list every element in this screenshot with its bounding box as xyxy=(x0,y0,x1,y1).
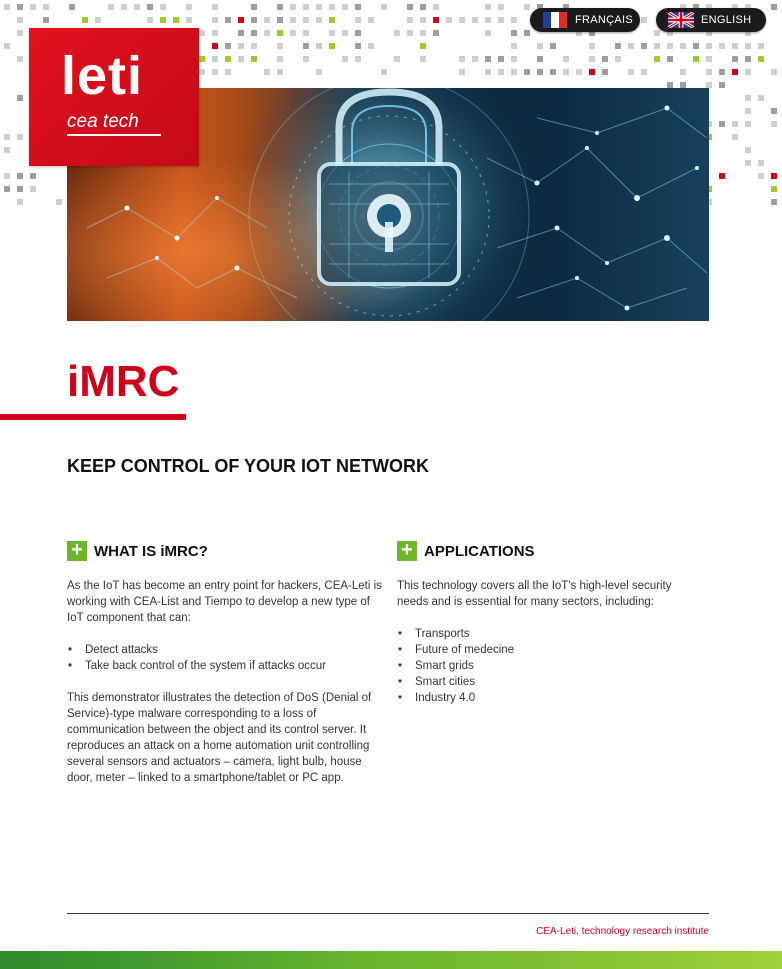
pixel-dot xyxy=(303,4,309,10)
pixel-dot xyxy=(485,30,491,36)
pixel-dot xyxy=(355,17,361,23)
pixel-dot xyxy=(108,4,114,10)
pixel-dot xyxy=(420,56,426,62)
pixel-dot xyxy=(745,69,751,75)
pixel-dot xyxy=(693,43,699,49)
pixel-dot xyxy=(381,4,387,10)
pixel-dot xyxy=(277,17,283,23)
pixel-dot xyxy=(563,56,569,62)
pixel-dot xyxy=(589,43,595,49)
pixel-dot xyxy=(199,30,205,36)
pixel-dot xyxy=(407,4,413,10)
pixel-dot xyxy=(329,17,335,23)
pixel-dot xyxy=(433,17,439,23)
pixel-dot xyxy=(316,69,322,75)
pixel-dot xyxy=(4,173,10,179)
pixel-dot xyxy=(641,17,647,23)
pixel-dot xyxy=(745,43,751,49)
pixel-dot xyxy=(524,4,530,10)
pixel-dot xyxy=(17,17,23,23)
pixel-dot xyxy=(420,43,426,49)
pixel-dot xyxy=(30,4,36,10)
pixel-dot xyxy=(485,56,491,62)
pixel-dot xyxy=(17,95,23,101)
pixel-dot xyxy=(160,4,166,10)
pixel-dot xyxy=(17,199,23,205)
pixel-dot xyxy=(238,43,244,49)
pixel-dot xyxy=(238,56,244,62)
pixel-dot xyxy=(771,108,777,114)
pixel-dot xyxy=(264,69,270,75)
pixel-dot xyxy=(758,95,764,101)
pixel-dot xyxy=(17,4,23,10)
pixel-dot xyxy=(17,186,23,192)
pixel-dot xyxy=(771,199,777,205)
list-item: • Smart cities xyxy=(397,674,717,690)
pixel-dot xyxy=(303,30,309,36)
pixel-dot xyxy=(212,69,218,75)
pixel-dot xyxy=(277,4,283,10)
plus-icon: + xyxy=(67,541,87,561)
pixel-dot xyxy=(355,56,361,62)
pixel-dot xyxy=(17,30,23,36)
pixel-dot xyxy=(485,69,491,75)
what-bullet-list xyxy=(67,642,387,674)
section-heading-applications xyxy=(397,541,535,561)
pixel-dot xyxy=(732,56,738,62)
pixel-dot xyxy=(732,43,738,49)
pixel-dot xyxy=(745,147,751,153)
pixel-dot xyxy=(277,30,283,36)
pixel-dot xyxy=(511,43,517,49)
france-flag-icon xyxy=(542,12,568,28)
pixel-dot xyxy=(238,17,244,23)
pixel-dot xyxy=(680,69,686,75)
section-heading-what xyxy=(67,541,208,561)
pixel-dot xyxy=(719,69,725,75)
pixel-dot xyxy=(537,43,543,49)
pixel-dot xyxy=(199,69,205,75)
pixel-dot xyxy=(407,17,413,23)
pixel-dot xyxy=(472,56,478,62)
pixel-dot xyxy=(17,134,23,140)
pixel-dot xyxy=(524,30,530,36)
pixel-dot xyxy=(459,69,465,75)
pixel-dot xyxy=(550,69,556,75)
pixel-dot xyxy=(329,43,335,49)
pixel-dot xyxy=(524,69,530,75)
pixel-dot xyxy=(82,17,88,23)
pixel-dot xyxy=(329,4,335,10)
applications-intro-text: This technology covers all the IoT's high-level security needs and is essential for many sectors, including: xyxy=(397,580,672,608)
pixel-dot xyxy=(316,17,322,23)
pixel-dot xyxy=(368,17,374,23)
pixel-dot xyxy=(719,173,725,179)
pixel-dot xyxy=(511,56,517,62)
pixel-dot xyxy=(277,56,283,62)
pixel-dot xyxy=(4,134,10,140)
pixel-dot xyxy=(758,160,764,166)
pixel-dot xyxy=(342,56,348,62)
logo-wordmark: leti xyxy=(61,46,144,106)
pixel-dot xyxy=(745,56,751,62)
pixel-dot xyxy=(771,186,777,192)
pixel-dot xyxy=(264,17,270,23)
pixel-dot xyxy=(316,43,322,49)
pixel-dot xyxy=(654,56,660,62)
what-intro-text: As the IoT has become an entry point for hackers, CEA-Leti is working with CEA-List and Tiempo to develop a new type of IoT component that can: xyxy=(67,580,382,624)
pixel-dot xyxy=(355,43,361,49)
pixel-dot xyxy=(615,56,621,62)
what-body-text: This demonstrator illustrates the detection of DoS (Denial of Service)-type malware corresponding to a loss of communication between the object and its control server. It reproduces an attack on a home automation unit controlling several sensors and actuators – camera, light bulb, house door, meter – linked to a smartphone/tablet or PC app. xyxy=(67,692,372,784)
section-title-applications: APPLICATIONS xyxy=(424,542,535,560)
pixel-dot xyxy=(563,69,569,75)
pixel-dot xyxy=(407,30,413,36)
pixel-dot xyxy=(303,56,309,62)
pixel-dot xyxy=(485,17,491,23)
pixel-dot xyxy=(459,56,465,62)
pixel-dot xyxy=(17,56,23,62)
pixel-dot xyxy=(238,30,244,36)
pixel-dot xyxy=(225,43,231,49)
pixel-dot xyxy=(550,43,556,49)
pixel-dot xyxy=(303,43,309,49)
pixel-dot xyxy=(771,4,777,10)
pixel-dot xyxy=(251,43,257,49)
pixel-dot xyxy=(342,30,348,36)
pixel-dot xyxy=(693,56,699,62)
pixel-dot xyxy=(212,56,218,62)
language-button-french[interactable] xyxy=(530,8,640,32)
pixel-dot xyxy=(225,69,231,75)
pixel-dot xyxy=(160,17,166,23)
pixel-dot xyxy=(641,43,647,49)
pixel-dot xyxy=(420,17,426,23)
pixel-dot xyxy=(576,69,582,75)
pixel-dot xyxy=(706,43,712,49)
pixel-dot xyxy=(732,69,738,75)
pixel-dot xyxy=(498,56,504,62)
pixel-dot xyxy=(329,30,335,36)
pixel-dot xyxy=(368,43,374,49)
pixel-dot xyxy=(745,121,751,127)
language-button-english[interactable] xyxy=(656,8,766,32)
list-item: • Smart grids xyxy=(397,658,717,674)
pixel-dot xyxy=(706,56,712,62)
pixel-dot xyxy=(277,69,283,75)
pixel-dot xyxy=(212,43,218,49)
pixel-dot xyxy=(758,173,764,179)
pixel-dot xyxy=(537,69,543,75)
section-applications-body xyxy=(397,578,717,706)
pixel-dot xyxy=(290,17,296,23)
list-item: • Detect attacks xyxy=(67,642,387,658)
pixel-dot xyxy=(121,4,127,10)
pixel-dot xyxy=(667,43,673,49)
leti-logo xyxy=(29,28,199,166)
pixel-dot xyxy=(56,199,62,205)
list-item: • Future of medecine xyxy=(397,642,717,658)
language-label-french: FRANÇAIS xyxy=(575,14,634,26)
title-accent-bar xyxy=(0,414,186,420)
list-item: • Take back control of the system if attacks occur xyxy=(67,658,387,674)
plus-icon: + xyxy=(397,541,417,561)
pixel-dot xyxy=(251,17,257,23)
pixel-dot xyxy=(511,69,517,75)
pixel-dot xyxy=(706,69,712,75)
pixel-dot xyxy=(186,17,192,23)
pixel-dot xyxy=(264,30,270,36)
bottom-color-bar xyxy=(0,951,782,969)
pixel-dot xyxy=(4,186,10,192)
pixel-dot xyxy=(355,4,361,10)
pixel-dot xyxy=(446,17,452,23)
pixel-dot xyxy=(459,17,465,23)
pixel-dot xyxy=(589,56,595,62)
pixel-dot xyxy=(628,43,634,49)
pixel-dot xyxy=(745,108,751,114)
pixel-dot xyxy=(771,121,777,127)
pixel-dot xyxy=(628,69,634,75)
pixel-dot xyxy=(602,56,608,62)
pixel-dot xyxy=(498,17,504,23)
pixel-dot xyxy=(472,17,478,23)
pixel-dot xyxy=(667,56,673,62)
pixel-dot xyxy=(69,4,75,10)
pixel-dot xyxy=(30,186,36,192)
pixel-dot xyxy=(43,4,49,10)
pixel-dot xyxy=(732,134,738,140)
pixel-dot xyxy=(771,69,777,75)
pixel-dot xyxy=(342,4,348,10)
pixel-dot xyxy=(654,30,660,36)
pixel-dot xyxy=(30,173,36,179)
pixel-dot xyxy=(745,160,751,166)
logo-subtitle: cea tech xyxy=(67,111,139,132)
pixel-dot xyxy=(433,4,439,10)
pixel-dot xyxy=(511,30,517,36)
pixel-dot xyxy=(277,43,283,49)
pixel-dot xyxy=(290,4,296,10)
pixel-dot xyxy=(394,56,400,62)
pixel-dot xyxy=(147,4,153,10)
footer-text: CEA-Leti, technology research institute xyxy=(536,926,709,937)
uk-flag-icon xyxy=(668,12,694,28)
pixel-dot xyxy=(212,30,218,36)
pixel-dot xyxy=(303,17,309,23)
pixel-dot xyxy=(381,69,387,75)
pixel-dot xyxy=(498,4,504,10)
pixel-dot xyxy=(745,95,751,101)
pixel-dot xyxy=(771,173,777,179)
pixel-dot xyxy=(199,56,205,62)
pixel-dot xyxy=(251,4,257,10)
pixel-dot xyxy=(95,17,101,23)
pixel-dot xyxy=(134,4,140,10)
pixel-dot xyxy=(225,17,231,23)
page-subtitle: KEEP CONTROL OF YOUR IOT NETWORK xyxy=(67,456,430,476)
pixel-dot xyxy=(758,43,764,49)
pixel-dot xyxy=(719,43,725,49)
pixel-dot xyxy=(498,69,504,75)
pixel-dot xyxy=(212,4,218,10)
section-title-what: WHAT IS iMRC? xyxy=(94,542,208,560)
pixel-dot xyxy=(433,30,439,36)
logo-underline xyxy=(67,134,161,136)
pixel-dot xyxy=(355,30,361,36)
pixel-dot xyxy=(251,56,257,62)
pixel-dot xyxy=(589,69,595,75)
pixel-dot xyxy=(4,43,10,49)
pixel-dot xyxy=(732,121,738,127)
pixel-dot xyxy=(173,17,179,23)
pixel-dot xyxy=(17,173,23,179)
pixel-dot xyxy=(186,4,192,10)
pixel-dot xyxy=(147,17,153,23)
pixel-dot xyxy=(615,43,621,49)
pixel-dot xyxy=(485,4,491,10)
language-label-english: ENGLISH xyxy=(701,14,752,26)
page-title: iMRC xyxy=(67,357,180,406)
pixel-dot xyxy=(537,56,543,62)
pixel-dot xyxy=(654,43,660,49)
pixel-dot xyxy=(316,4,322,10)
pixel-dot xyxy=(719,82,725,88)
pixel-dot xyxy=(225,56,231,62)
pixel-dot xyxy=(212,17,218,23)
pixel-dot xyxy=(641,69,647,75)
pixel-dot xyxy=(511,17,517,23)
pixel-dot xyxy=(719,121,725,127)
pixel-dot xyxy=(680,43,686,49)
list-item: • Transports xyxy=(397,626,717,642)
applications-bullet-list xyxy=(397,626,717,706)
section-what-body xyxy=(67,578,387,786)
pixel-dot xyxy=(602,69,608,75)
footer-divider xyxy=(67,913,709,914)
pixel-dot xyxy=(394,30,400,36)
pixel-dot xyxy=(4,4,10,10)
pixel-dot xyxy=(420,30,426,36)
pixel-dot xyxy=(420,4,426,10)
pixel-dot xyxy=(290,30,296,36)
pixel-dot xyxy=(4,147,10,153)
pixel-dot xyxy=(758,56,764,62)
pixel-dot xyxy=(43,17,49,23)
list-item: • Industry 4.0 xyxy=(397,690,717,706)
pixel-dot xyxy=(251,30,257,36)
